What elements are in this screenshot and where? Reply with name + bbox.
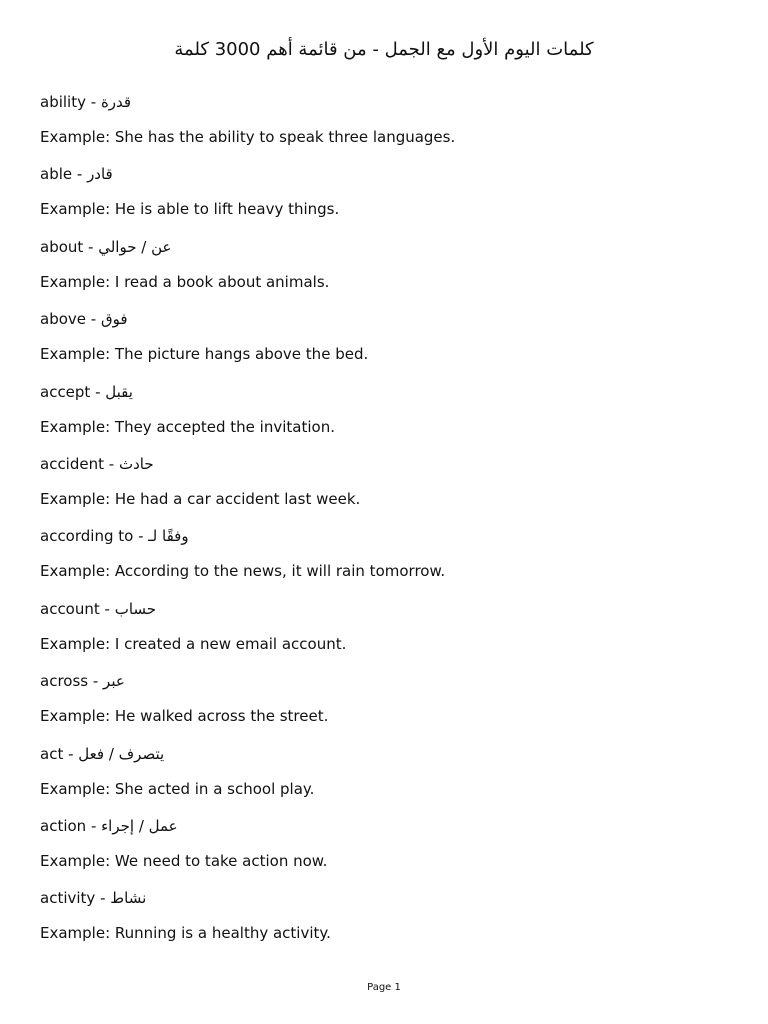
english-word: across [40, 672, 89, 691]
example-text: Running is a healthy activity. [114, 924, 331, 943]
english-word: able [40, 165, 73, 184]
example-sentence [40, 126, 740, 148]
arabic-translation: حساب [114, 599, 157, 618]
word-line [40, 453, 740, 475]
english-word: action [40, 816, 87, 835]
example-text: He had a car accident last week. [114, 489, 361, 508]
example-sentence [40, 633, 740, 655]
word-line [40, 91, 740, 113]
word-line [40, 670, 740, 692]
example-prefix: Example: [40, 417, 115, 436]
example-prefix: Example: [40, 634, 115, 653]
example-text: He is able to lift heavy things. [114, 200, 340, 219]
example-sentence [40, 778, 740, 800]
example-prefix: Example: [40, 851, 115, 870]
example-text: I created a new email account. [114, 634, 347, 653]
list-item [40, 453, 740, 525]
english-word: above [40, 310, 86, 329]
example-prefix: Example: [40, 200, 115, 219]
separator: - [63, 744, 79, 763]
example-prefix: Example: [40, 272, 115, 291]
list-item [40, 743, 740, 815]
example-prefix: Example: [40, 779, 115, 798]
example-text: We need to take action now. [114, 851, 328, 870]
vocabulary-list [40, 91, 740, 960]
example-sentence [40, 850, 740, 872]
english-word: account [40, 599, 100, 618]
english-word: according to [40, 527, 134, 546]
list-item [40, 163, 740, 235]
separator: - [104, 454, 119, 473]
arabic-translation: نشاط [110, 889, 147, 908]
separator: - [85, 93, 101, 111]
word-line [40, 743, 740, 765]
example-text: He walked across the street. [114, 707, 329, 726]
arabic-translation: عمل / إجراء [101, 816, 178, 835]
arabic-translation: وفقًا لـ [148, 527, 189, 546]
list-item [40, 815, 740, 887]
example-text: She acted in a school play. [114, 779, 315, 798]
example-sentence [40, 416, 740, 438]
list-item [40, 525, 740, 597]
example-sentence [40, 705, 740, 727]
list-item [40, 91, 740, 163]
arabic-translation: عن / حوالي [98, 237, 172, 256]
word-line [40, 598, 740, 620]
list-item [40, 887, 740, 959]
separator: - [88, 672, 104, 691]
separator: - [90, 382, 106, 401]
separator: - [86, 310, 101, 329]
arabic-translation: يتصرف / فعل [78, 744, 165, 763]
example-prefix: Example: [40, 924, 115, 943]
word-line [40, 525, 740, 547]
separator: - [86, 816, 102, 835]
example-prefix: Example: [40, 128, 115, 146]
word-line [40, 308, 740, 330]
example-text: They accepted the invitation. [114, 417, 335, 436]
list-item [40, 598, 740, 670]
arabic-translation: قدرة [100, 93, 132, 111]
arabic-translation: قادر [87, 165, 113, 184]
example-sentence [40, 488, 740, 510]
example-sentence [40, 271, 740, 293]
english-word: activity [40, 889, 96, 908]
example-prefix: Example: [40, 562, 115, 581]
arabic-translation: عبر [103, 672, 125, 691]
list-item [40, 308, 740, 380]
word-line [40, 815, 740, 837]
example-text: She has the ability to speak three languages. [114, 128, 456, 146]
example-sentence [40, 560, 740, 582]
word-line [40, 381, 740, 403]
word-line [40, 163, 740, 185]
arabic-translation: يقبل [105, 382, 133, 401]
page-number: Page 1 [367, 982, 401, 993]
example-text: The picture hangs above the bed. [114, 345, 369, 364]
separator: - [133, 527, 149, 546]
list-item [40, 670, 740, 742]
list-item [40, 381, 740, 453]
example-text: I read a book about animals. [114, 272, 330, 291]
example-text: According to the news, it will rain tomorrow. [114, 562, 446, 581]
arabic-translation: حادث [118, 454, 154, 473]
separator: - [95, 889, 111, 908]
english-word: ability [40, 93, 86, 111]
example-sentence [40, 922, 740, 944]
list-item [40, 236, 740, 308]
separator: - [83, 237, 99, 256]
example-prefix: Example: [40, 489, 115, 508]
arabic-translation: فوق [100, 310, 128, 329]
example-prefix: Example: [40, 345, 115, 364]
word-line [40, 236, 740, 258]
word-line [40, 887, 740, 909]
english-word: about [40, 237, 84, 256]
english-word: accept [40, 382, 91, 401]
separator: - [99, 599, 115, 618]
page-title: كلمات اليوم الأول مع الجمل - من قائمة أهم 3000 كلمة [174, 39, 594, 60]
example-sentence [40, 198, 740, 220]
english-word: act [40, 744, 64, 763]
example-sentence [40, 343, 740, 365]
example-prefix: Example: [40, 707, 115, 726]
separator: - [72, 165, 88, 184]
english-word: accident [40, 454, 104, 473]
